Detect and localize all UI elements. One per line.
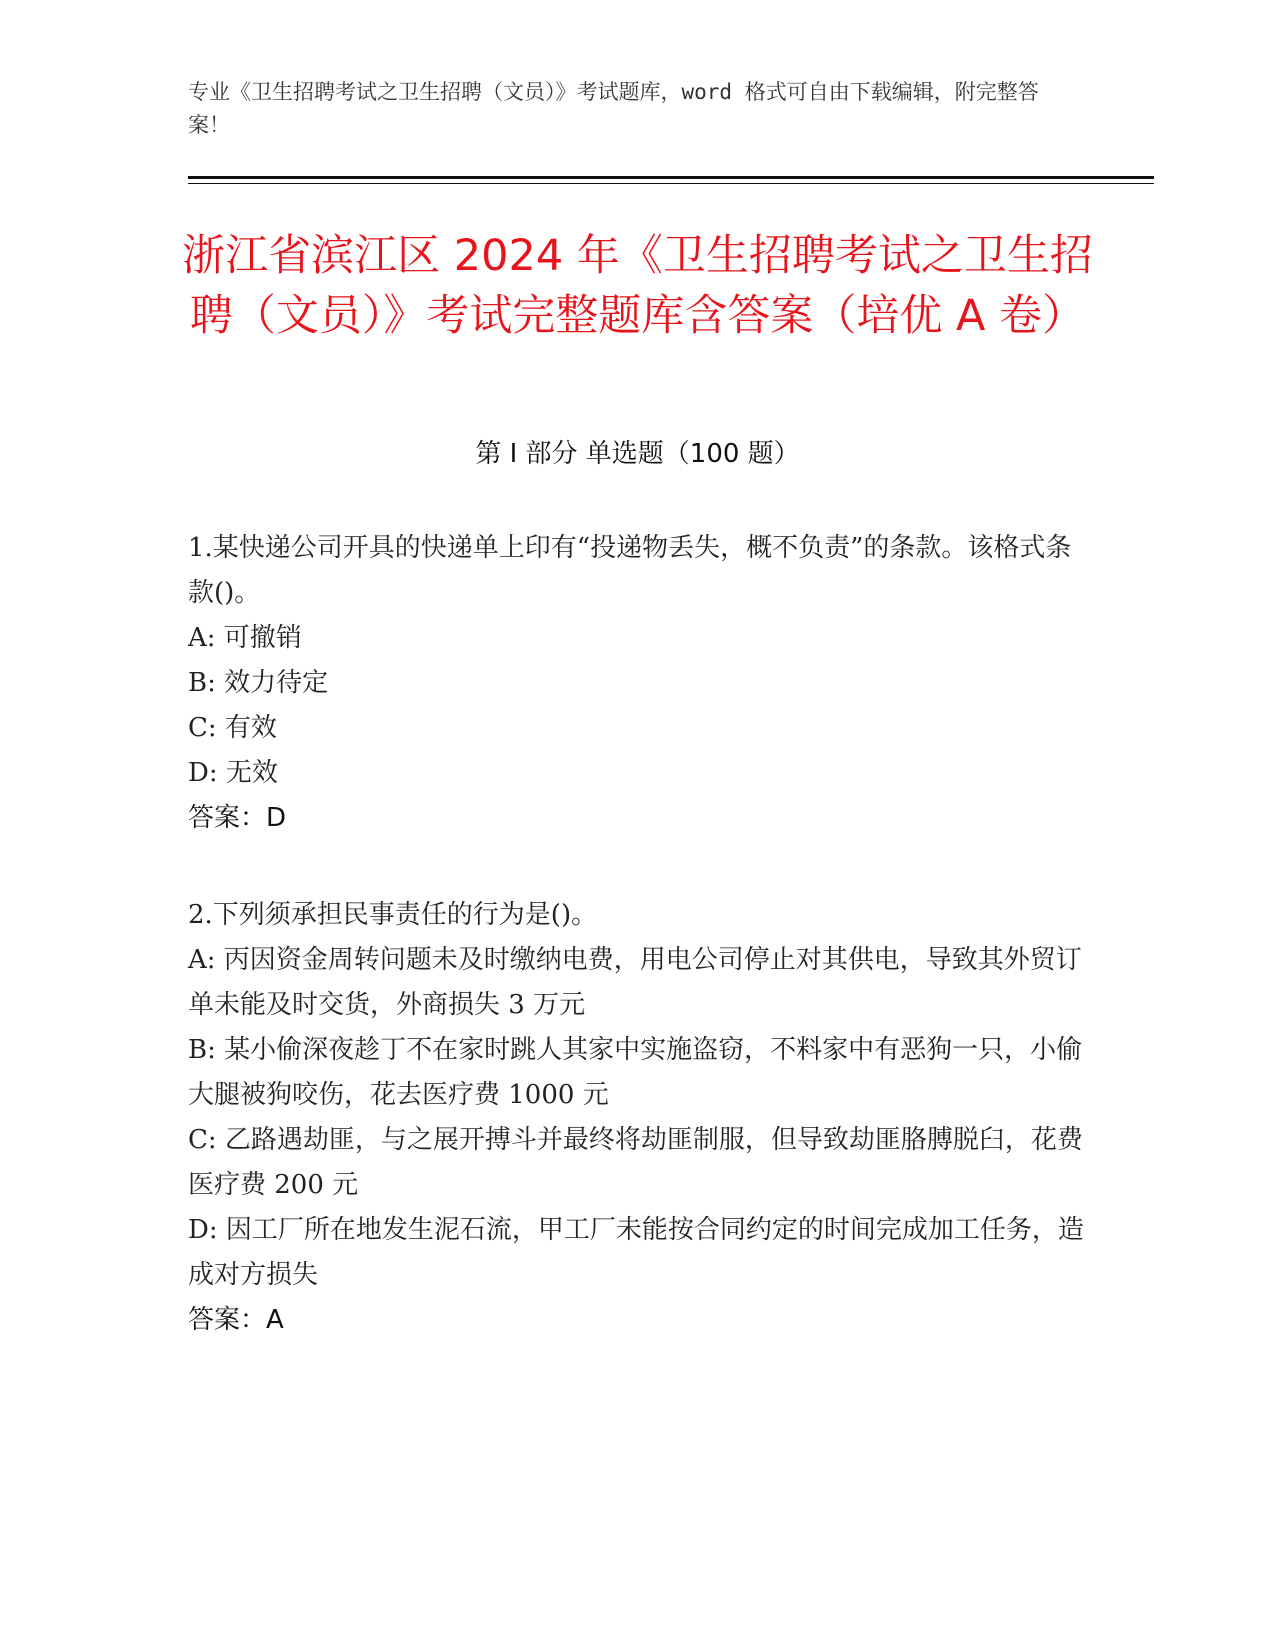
question-stem: 2.下列须承担民事责任的行为是()。 [188, 900, 598, 930]
answer: 答案：D [188, 803, 287, 833]
answer: 答案：A [188, 1305, 284, 1335]
header-rule-thin [188, 183, 1154, 184]
option-b: B: 某小偷深夜趁丁不在家时跳人其家中实施盗窃，不料家中有恶狗一只，小偷大腿被狗咬伤，花去医疗费 1000 元 [188, 1035, 1083, 1110]
option-c: C: 乙路遇劫匪，与之展开搏斗并最终将劫匪制服，但导致劫匪胳膊脱臼，花费医疗费 200 元 [188, 1125, 1083, 1200]
document-title: 浙江省滨江区 2024 年《卫生招聘考试之卫生招聘（文员）》考试完整题库含答案（培优 A 卷） [182, 231, 1093, 341]
question-1 [188, 526, 1088, 841]
option-b: B: 效力待定 [188, 668, 329, 698]
question-2 [188, 893, 1088, 1343]
option-d: D: 无效 [188, 758, 278, 788]
header-rule-thick [188, 176, 1154, 179]
question-stem: 1.某快递公司开具的快递单上印有“投递物丢失，概不负责”的条款。该格式条款()。 [188, 533, 1072, 608]
section-heading: 第 I 部分 单选题（100 题） [475, 439, 800, 469]
option-a: A: 丙因资金周转问题未及时缴纳电费，用电公司停止对其供电，导致其外贸订单未能及时交货，外商损失 3 万元 [188, 945, 1082, 1020]
option-d: D: 因工厂所在地发生泥石流，甲工厂未能按合同约定的时间完成加工任务，造成对方损失 [188, 1215, 1084, 1290]
option-a: A: 可撤销 [188, 623, 302, 653]
option-c: C: 有效 [188, 713, 277, 743]
header-note: 专业《卫生招聘考试之卫生招聘（文员）》考试题库，word 格式可自由下载编辑，附完整答案！ [188, 80, 1039, 137]
question-list [188, 526, 1088, 1343]
